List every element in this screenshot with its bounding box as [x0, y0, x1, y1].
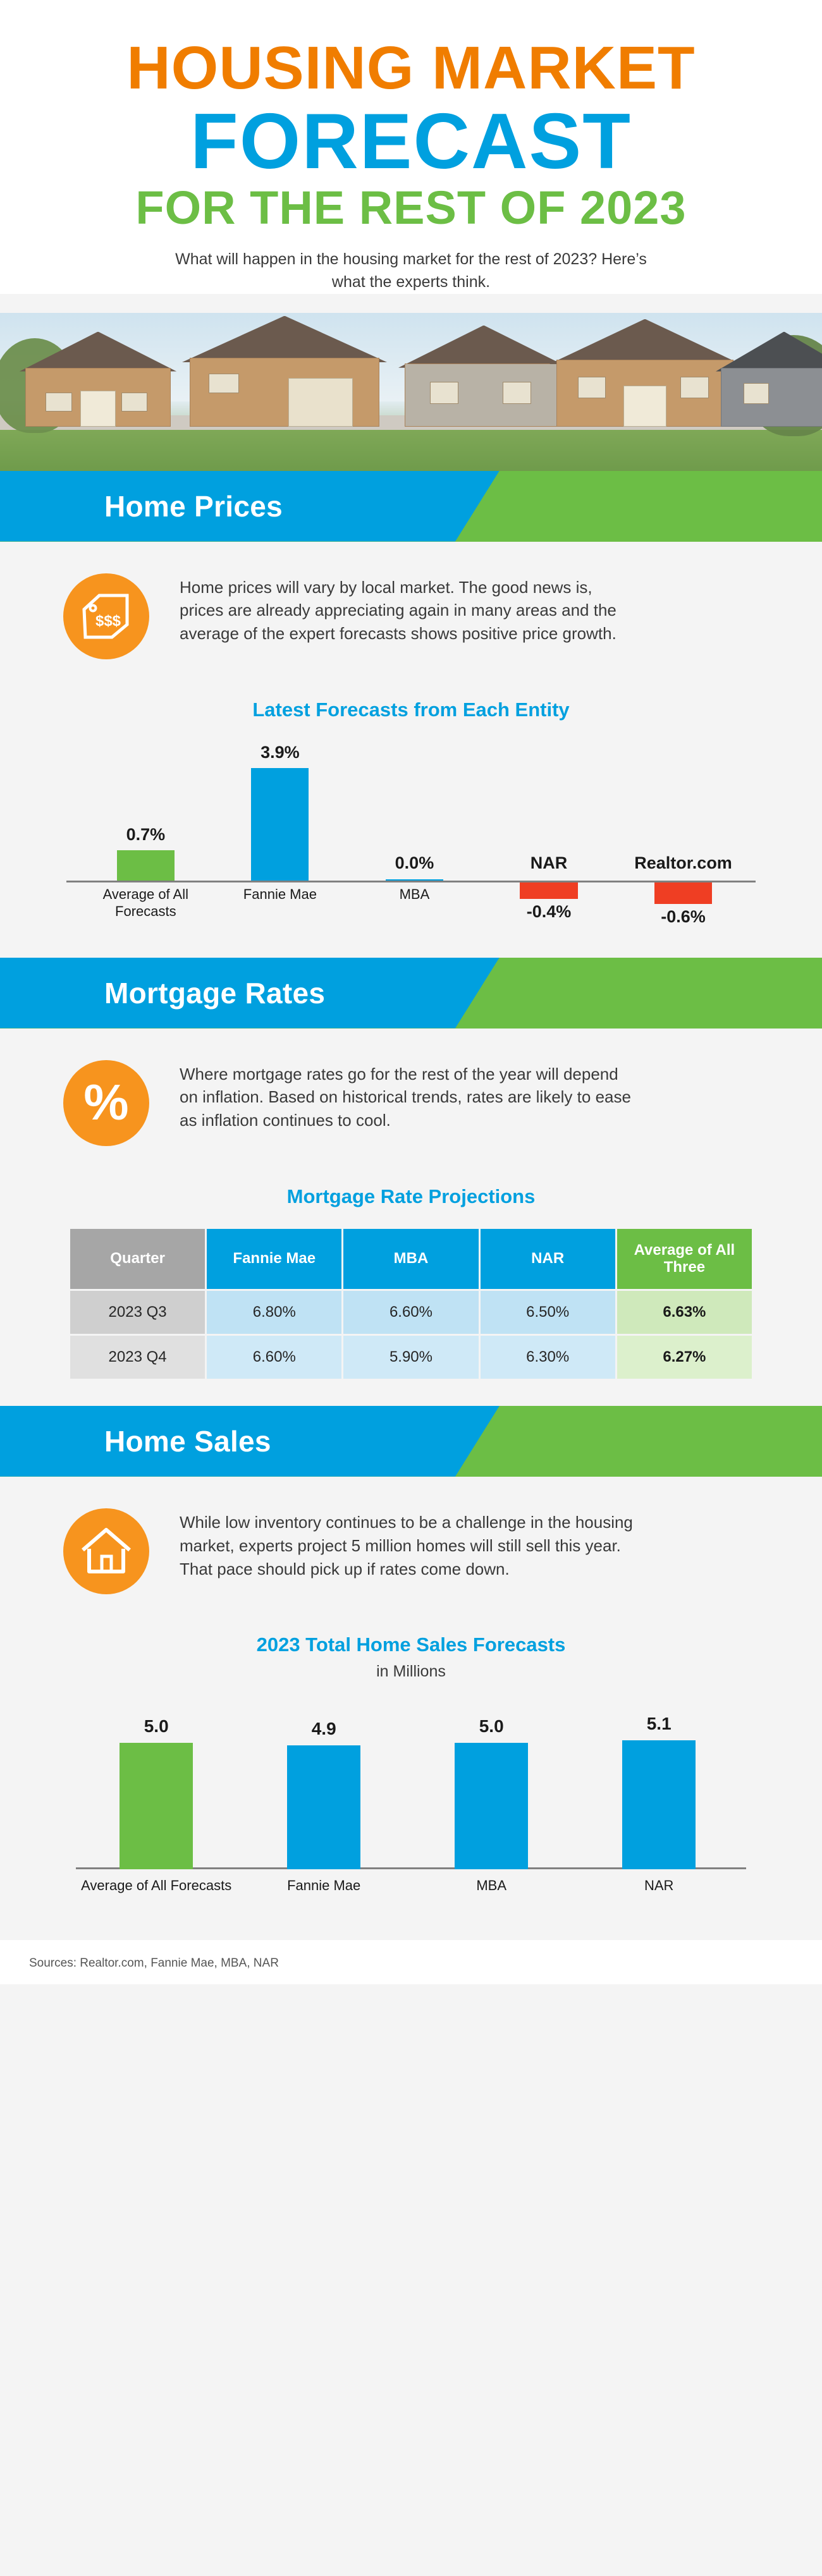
table-cell: 6.30% — [479, 1334, 616, 1379]
house-glyph — [78, 1525, 135, 1578]
bar-chart-home-prices — [66, 743, 756, 932]
house-door — [623, 386, 666, 427]
chart-title-home-sales: 2023 Total Home Sales Forecasts — [256, 1633, 566, 1656]
chart-subtitle-home-sales: in Millions — [376, 1662, 446, 1680]
chart-axis-line — [66, 881, 756, 882]
section-title: Mortgage Rates — [104, 976, 326, 1010]
bar-category-label: Average of All Forecasts — [81, 1877, 232, 1893]
house-body — [721, 368, 822, 427]
price-tag-dollars-icon — [63, 573, 149, 659]
page-subtitle: What will happen in the housing market for the rest of 2023? Here’s what the experts think. — [175, 250, 647, 291]
bar-average-of-all-forecasts — [120, 1743, 193, 1869]
section-body-mortgage-rates — [0, 1029, 822, 1406]
mortgage-rate-table — [68, 1227, 754, 1381]
chart-title-home-prices: Latest Forecasts from Each Entity — [252, 698, 570, 721]
page-title-line-1: HOUSING MARKET — [126, 34, 696, 102]
section-banner-mortgage-rates — [0, 958, 822, 1029]
mortgage-rate-table-wrap — [0, 1227, 822, 1381]
bar-category-label: MBA — [399, 886, 430, 902]
table-cell: 6.80% — [206, 1290, 343, 1334]
bar-average-of-all-forecasts — [117, 850, 175, 881]
section-banner-home-sales — [0, 1406, 822, 1477]
bar-category-label: Fannie Mae — [243, 886, 317, 902]
table-column-header: Quarter — [70, 1228, 206, 1290]
section-paragraph: Where mortgage rates go for the rest of the year will depend on inflation. Based on historical trends, rates are likely to ease as inflation continues to cool. — [180, 1064, 631, 1130]
bar-fannie-mae — [251, 768, 309, 881]
table-cell: 6.60% — [206, 1334, 343, 1379]
table-cell: 6.27% — [616, 1334, 752, 1379]
house-roof — [398, 326, 569, 368]
table-row — [70, 1334, 753, 1379]
house-shape — [25, 332, 171, 427]
section-body-home-sales — [0, 1477, 822, 1940]
table-cell: 5.90% — [343, 1334, 479, 1379]
table-column-header: Average of All Three — [616, 1228, 752, 1290]
photo-lawn — [0, 430, 822, 471]
section-paragraph: While low inventory continues to be a challenge in the housing market, experts project 5 million homes will still sell this year. That pace should pick up if rates come down. — [180, 1512, 633, 1578]
house-window — [503, 382, 531, 404]
bar-nar — [520, 882, 577, 899]
bar-value-label: 5.0 — [479, 1716, 504, 1736]
bar-category-label: Realtor.com — [634, 853, 732, 872]
page-title-line-2: FORECAST — [190, 98, 632, 185]
house-window — [578, 377, 606, 398]
table-cell: 2023 Q3 — [70, 1290, 206, 1334]
house-window — [430, 382, 458, 404]
house-window — [121, 393, 147, 412]
bar-nar — [622, 1740, 696, 1869]
section-paragraph: Home prices will vary by local market. The good news is, prices are already appreciating again in many areas and the average of the expert forecasts shows positive price growth. — [180, 577, 616, 644]
section-intro — [0, 573, 822, 659]
bar-realtor-com — [654, 882, 712, 904]
house-window — [209, 374, 239, 394]
table-cell: 6.63% — [616, 1290, 752, 1334]
table-column-header: MBA — [343, 1228, 479, 1290]
sources-footer: Sources: Realtor.com, Fannie Mae, MBA, NAR — [0, 1940, 822, 1984]
house-door — [80, 391, 115, 427]
table-column-header: Fannie Mae — [206, 1228, 343, 1290]
bar-value-label: -0.4% — [526, 901, 572, 921]
section-body-home-prices — [0, 542, 822, 958]
section-banner-home-prices — [0, 471, 822, 542]
table-cell: 2023 Q4 — [70, 1334, 206, 1379]
bar-category-label: Fannie Mae — [287, 1877, 361, 1893]
neighborhood-photo — [0, 313, 822, 471]
bar-chart-home-sales — [76, 1706, 746, 1915]
price-tag-dollars-glyph — [80, 593, 132, 640]
percent-glyph — [76, 1073, 137, 1133]
house-window — [744, 383, 769, 404]
section-intro — [0, 1508, 822, 1594]
table-column-header: NAR — [479, 1228, 616, 1290]
house-roof — [716, 332, 822, 372]
bar-value-label: 5.1 — [646, 1713, 672, 1733]
bar-value-label: 0.0% — [395, 853, 434, 872]
bar-value-label: 3.9% — [261, 742, 300, 762]
section-title: Home Sales — [104, 1424, 271, 1458]
bar-category-label: Average of All Forecasts — [102, 886, 189, 919]
svg-text:%: % — [83, 1073, 129, 1130]
bar-value-label: 0.7% — [126, 824, 166, 844]
house-roof — [20, 332, 176, 372]
house-shape — [556, 319, 733, 427]
house-window — [46, 393, 71, 412]
garage-door — [288, 378, 353, 427]
section-intro — [0, 1060, 822, 1146]
table-cell: 6.60% — [343, 1290, 479, 1334]
bar-category-label: MBA — [476, 1877, 507, 1893]
section-title: Home Prices — [104, 489, 283, 523]
house-roof — [182, 316, 387, 363]
bar-fannie-mae — [287, 1745, 361, 1869]
chart-title-mortgage-rates: Mortgage Rate Projections — [286, 1185, 536, 1207]
bar-category-label: NAR — [644, 1877, 674, 1893]
bar-category-label: NAR — [530, 853, 568, 872]
bar-mba — [455, 1743, 529, 1869]
header — [0, 0, 822, 294]
house-icon — [63, 1508, 149, 1594]
house-shape — [405, 326, 563, 427]
bar-value-label: 5.0 — [144, 1716, 169, 1736]
house-shape — [721, 332, 822, 427]
bar-mba — [386, 879, 443, 881]
house-body — [405, 363, 563, 426]
table-row — [70, 1290, 753, 1334]
svg-text:$$$: $$$ — [95, 612, 121, 630]
table-cell: 6.50% — [479, 1290, 616, 1334]
page-title-line-3: FOR THE REST OF 2023 — [135, 181, 687, 234]
percent-icon — [63, 1060, 149, 1146]
bar-value-label: -0.6% — [661, 906, 706, 926]
bar-value-label: 4.9 — [311, 1718, 336, 1738]
house-shape — [190, 316, 379, 427]
house-roof — [549, 319, 740, 364]
table-header-row — [70, 1228, 753, 1290]
house-window — [680, 377, 709, 398]
